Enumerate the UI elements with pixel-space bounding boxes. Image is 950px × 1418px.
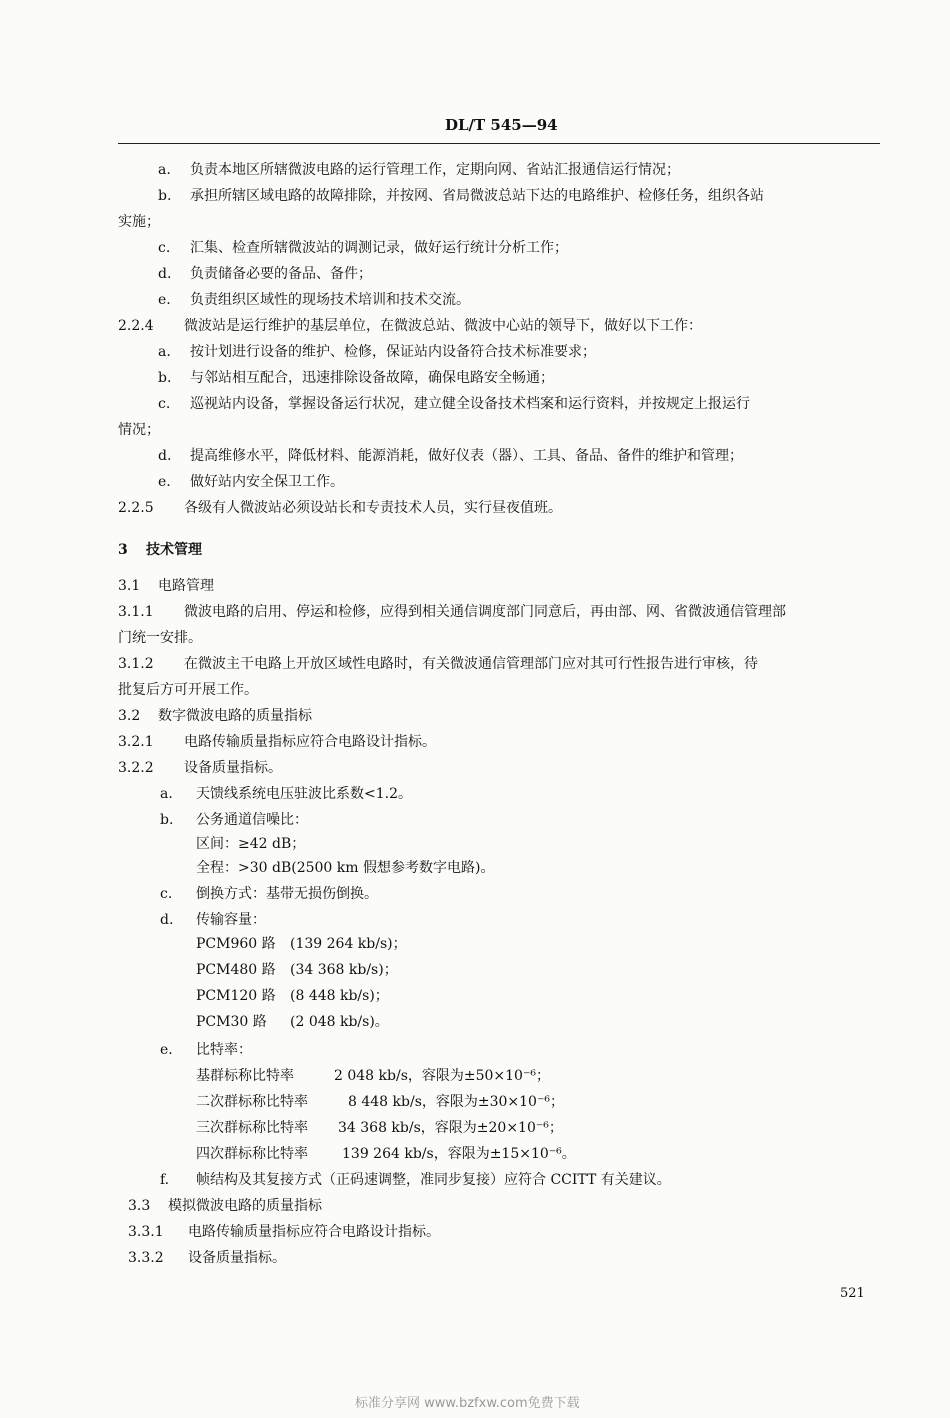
clause-3-1-1: 3.1.1 微波电路的启用、停运和检修，应得到相关通信调度部门同意后，再由部、网、省微波通信管理部 xyxy=(118,604,786,620)
section-heading-3: 3 技术管理 xyxy=(118,542,202,558)
list-item: c. 倒换方式：基带无损伤倒换。 xyxy=(160,886,378,902)
list-item: d. 提高维修水平，降低材料、能源消耗，做好仪表（器）、工具、备品、备件的维护和管理； xyxy=(158,448,743,464)
clause-3-2-1: 3.2.1 电路传输质量指标应符合电路设计指标。 xyxy=(118,734,436,750)
list-item: f. 帧结构及其复接方式（正码速调整，准同步复接）应符合 CCITT 有关建议。 xyxy=(160,1172,671,1188)
list-item: a. 负责本地区所辖微波电路的运行管理工作，定期向网、省站汇报通信运行情况； xyxy=(158,162,680,178)
header-rule xyxy=(118,143,880,144)
list-item: d. 负责储备必要的备品、备件； xyxy=(158,266,372,282)
list-item-continuation: 实施； xyxy=(118,214,160,230)
list-item: e. 比特率： xyxy=(160,1042,252,1058)
list-item: b. 承担所辖区域电路的故障排除，并按网、省局微波总站下达的电路维护、检修任务，组织各站 xyxy=(158,188,764,204)
list-item-continuation: 情况； xyxy=(118,422,160,438)
section-heading-3-2: 3.2 数字微波电路的质量指标 xyxy=(118,708,312,724)
clause-3-2-2: 3.2.2 设备质量指标。 xyxy=(118,760,282,776)
list-item: c. 汇集、检查所辖微波站的调测记录，做好运行统计分析工作； xyxy=(158,240,568,256)
bitrate-row: 三次群标称比特率 34 368 kb/s，容限为±20×10⁻⁶； xyxy=(196,1120,563,1136)
bitrate-row: 基群标称比特率 2 048 kb/s，容限为±50×10⁻⁶； xyxy=(196,1068,550,1084)
section-heading-3-3: 3.3 模拟微波电路的质量指标 xyxy=(128,1198,322,1214)
bitrate-row: 二次群标称比特率 8 448 kb/s，容限为±30×10⁻⁶； xyxy=(196,1094,564,1110)
list-item: e. 做好站内安全保卫工作。 xyxy=(158,474,344,490)
page-header: DL/T 545—94 xyxy=(445,116,558,134)
list-item: a. 天馈线系统电压驻波比系数<1.2。 xyxy=(160,786,412,802)
page-number: 521 xyxy=(840,1286,865,1301)
clause-3-3-1: 3.3.1 电路传输质量指标应符合电路设计指标。 xyxy=(128,1224,440,1240)
clause-3-1-2: 3.1.2 在微波主干电路上开放区域性电路时，有关微波通信管理部门应对其可行性报告进行审核，待 xyxy=(118,656,758,672)
list-item: b. 与邻站相互配合，迅速排除设备故障，确保电路安全畅通； xyxy=(158,370,554,386)
capacity-row: PCM960 路 (139 264 kb/s)； xyxy=(196,936,407,952)
snr-total: 全程：>30 dB(2500 km 假想参考数字电路)。 xyxy=(196,860,495,876)
list-item: c. 巡视站内设备，掌握设备运行状况，建立健全设备技术档案和运行资料，并按规定上报运行 xyxy=(158,396,750,412)
list-item: e. 负责组织区域性的现场技术培训和技术交流。 xyxy=(158,292,470,308)
section-heading-3-1: 3.1 电路管理 xyxy=(118,578,214,594)
footer-watermark: 标准分享网 www.bzfxw.com免费下载 xyxy=(355,1396,580,1411)
list-item: a. 按计划进行设备的维护、检修，保证站内设备符合技术标准要求； xyxy=(158,344,596,360)
capacity-row: PCM30 路 (2 048 kb/s)。 xyxy=(196,1014,389,1030)
clause-continuation: 门统一安排。 xyxy=(118,630,202,646)
capacity-row: PCM120 路 (8 448 kb/s)； xyxy=(196,988,389,1004)
list-item: b. 公务通道信噪比： xyxy=(160,812,308,828)
clause-continuation: 批复后方可开展工作。 xyxy=(118,682,258,698)
bitrate-row: 四次群标称比特率 139 264 kb/s，容限为±15×10⁻⁶。 xyxy=(196,1146,576,1162)
clause-2-2-4: 2.2.4 微波站是运行维护的基层单位，在微波总站、微波中心站的领导下，做好以下工作： xyxy=(118,318,702,334)
clause-2-2-5: 2.2.5 各级有人微波站必须设站长和专责技术人员，实行昼夜值班。 xyxy=(118,500,562,516)
list-item: d. 传输容量： xyxy=(160,912,266,928)
capacity-row: PCM480 路 (34 368 kb/s)； xyxy=(196,962,398,978)
snr-interval: 区间：≥42 dB； xyxy=(196,836,306,852)
clause-3-3-2: 3.3.2 设备质量指标。 xyxy=(128,1250,286,1266)
